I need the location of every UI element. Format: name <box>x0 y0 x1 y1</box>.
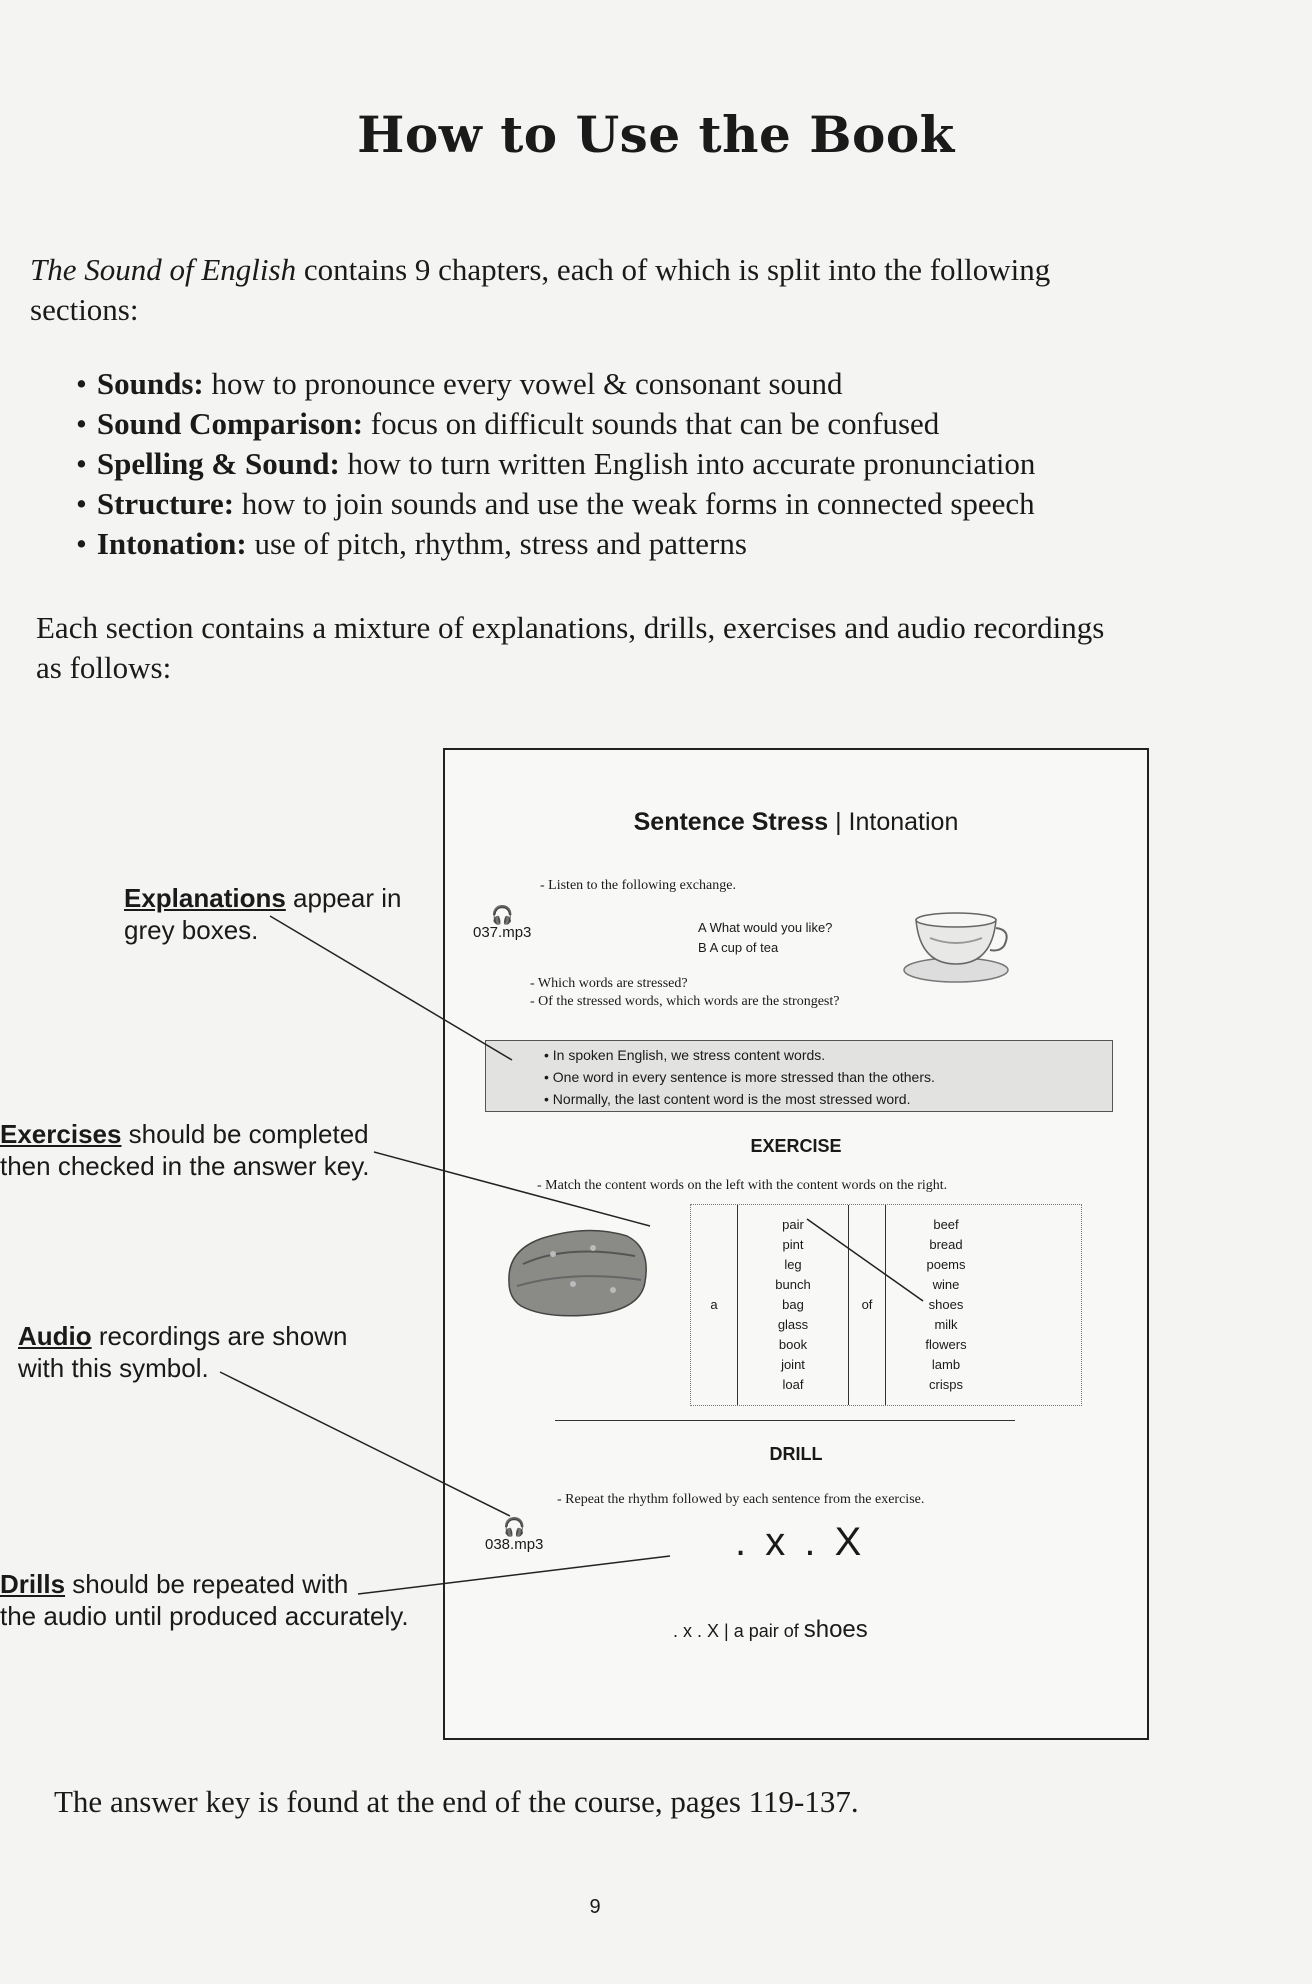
callout-label: Explanations <box>124 883 286 913</box>
callout-text: with this symbol. <box>18 1353 209 1383</box>
right-word[interactable]: milk <box>934 1317 958 1332</box>
right-word[interactable]: bread <box>929 1237 963 1252</box>
rhythm-pattern: . x . X <box>735 1520 866 1564</box>
callout-text: then checked in the answer key. <box>0 1151 370 1181</box>
callout-text: should be repeated with <box>65 1569 349 1599</box>
right-word[interactable]: shoes <box>928 1297 964 1312</box>
question-2: - Of the stressed words, which words are the strongest? <box>530 994 840 1009</box>
section-desc: use of pitch, rhythm, stress and patterns <box>246 526 747 561</box>
drill-heading: DRILL <box>769 1444 823 1464</box>
leader-line <box>358 1556 670 1594</box>
left-word[interactable]: leg <box>784 1257 802 1272</box>
leader-line <box>374 1152 650 1226</box>
headphones-icon: 🎧 <box>502 1517 526 1537</box>
left-word[interactable]: joint <box>781 1357 805 1372</box>
example-stressed-word: shoes <box>803 1616 868 1643</box>
audio-filename: 037.mp3 <box>473 924 532 941</box>
figure-title-bold: Sentence Stress <box>633 808 829 836</box>
callout-text: grey boxes. <box>124 915 259 945</box>
explanation-text: In spoken English, we stress content words. <box>552 1047 826 1063</box>
right-word[interactable]: poems <box>926 1257 966 1272</box>
preposition-word: of <box>861 1297 873 1312</box>
left-word[interactable]: book <box>778 1337 808 1352</box>
left-word[interactable]: pint <box>782 1237 804 1252</box>
audio-filename: 038.mp3 <box>485 1536 544 1553</box>
section-name: Sounds: <box>96 366 204 401</box>
intro-text: contains 9 chapters, each of which is split into the following sections: <box>30 252 1051 327</box>
exercise-instruction: - Match the content words on the left with the content words on the right. <box>537 1178 948 1193</box>
callout-label: Audio <box>18 1321 92 1351</box>
leader-line <box>270 916 512 1060</box>
section-name: Sound Comparison: <box>96 406 364 441</box>
exercise-heading: EXERCISE <box>750 1136 842 1156</box>
callout-text: appear in <box>285 883 402 913</box>
section-desc: focus on difficult sounds that can be confused <box>363 406 940 441</box>
right-word[interactable]: lamb <box>931 1357 961 1372</box>
explanation-point: • In spoken English, we stress content words. <box>544 1047 826 1063</box>
section-name: Spelling & Sound: <box>96 446 340 481</box>
page-number: 9 <box>589 1896 601 1918</box>
mixture-paragraph: Each section contains a mixture of explanations, drills, exercises and audio recordings as follows: <box>36 610 1105 685</box>
right-word[interactable]: flowers <box>925 1337 967 1352</box>
figure-title-sep: | <box>828 808 849 836</box>
section-desc: how to pronounce every vowel & consonant sound <box>203 366 843 401</box>
example-phrase: a pair of <box>728 1621 804 1641</box>
left-word[interactable]: glass <box>777 1317 809 1332</box>
dialogue-a: A What would you like? <box>698 920 833 935</box>
explanation-text: One word in every sentence is more stressed than the others. <box>552 1069 935 1085</box>
drill-instruction: - Repeat the rhythm followed by each sentence from the exercise. <box>557 1492 925 1507</box>
left-word[interactable]: loaf <box>782 1377 804 1392</box>
left-word[interactable]: bag <box>782 1297 804 1312</box>
right-word[interactable]: wine <box>932 1277 960 1292</box>
book-title: The Sound of English <box>30 252 297 287</box>
listen-instruction: - Listen to the following exchange. <box>540 878 736 893</box>
figure-title-rest: Intonation <box>848 808 959 836</box>
leader-line <box>220 1372 510 1516</box>
callout-text: the audio until produced accurately. <box>0 1601 409 1631</box>
explanation-text: Normally, the last content word is the most stressed word. <box>552 1091 911 1107</box>
callout-text: should be completed <box>121 1119 369 1149</box>
dialogue-b: B A cup of tea <box>698 940 779 955</box>
question-1: - Which words are stressed? <box>530 976 688 991</box>
example-rhythm: . x . X | <box>673 1621 729 1641</box>
callout-label: Exercises <box>0 1119 122 1149</box>
explanation-point: • Normally, the last content word is the most stressed word. <box>544 1091 911 1107</box>
section-name: Intonation: <box>96 526 247 561</box>
right-word[interactable]: crisps <box>929 1377 963 1392</box>
left-word[interactable]: bunch <box>775 1277 811 1292</box>
callout-text: recordings are shown <box>91 1321 348 1351</box>
section-desc: how to turn written English into accurate pronunciation <box>339 446 1036 481</box>
callout-label: Drills <box>0 1569 66 1599</box>
explanation-point: • One word in every sentence is more stressed than the others. <box>544 1069 935 1085</box>
page-title: How to Use the Book <box>357 105 955 164</box>
left-word[interactable]: pair <box>782 1217 804 1232</box>
section-name: Structure: <box>96 486 235 521</box>
section-desc: how to join sounds and use the weak forms in connected speech <box>234 486 1035 521</box>
headphones-icon: 🎧 <box>490 905 514 925</box>
answer-key-note: The answer key is found at the end of the course, pages 119-137. <box>54 1784 859 1819</box>
article-word: a <box>710 1297 718 1312</box>
right-word[interactable]: beef <box>933 1217 959 1232</box>
